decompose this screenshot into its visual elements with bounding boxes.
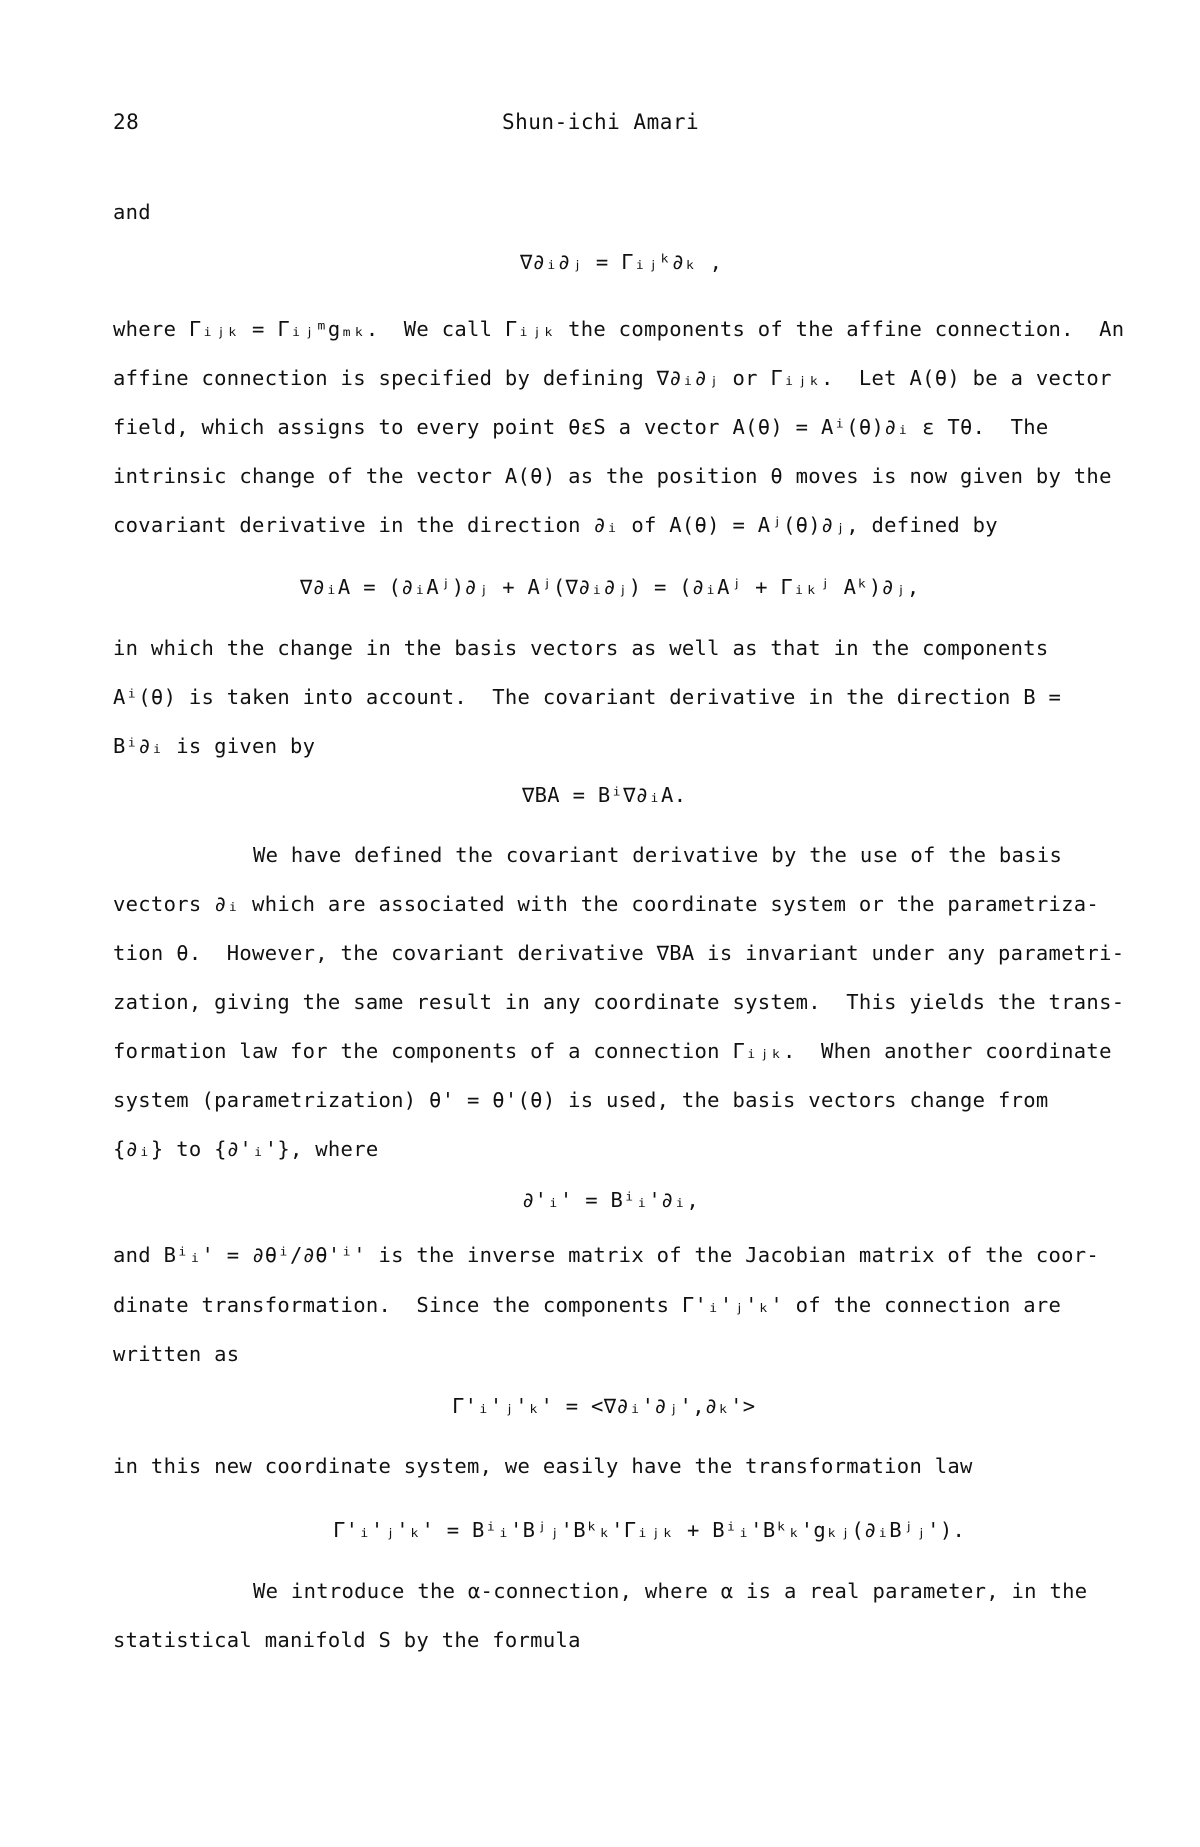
text-line: and Bⁱᵢ' = ∂θⁱ/∂θ'ⁱ' is the inverse matrix of the Jacobian matrix of the coor- — [113, 1243, 1100, 1267]
text-line: field, which assigns to every point θεS a vector A(θ) = Aⁱ(θ)∂ᵢ ε Tθ. The — [113, 415, 1049, 439]
equation-transformation-law: Γ'ᵢ'ⱼ'ₖ' = Bⁱᵢ'Bʲⱼ'Bᵏₖ'Γᵢⱼₖ + Bⁱᵢ'Bᵏₖ'gₖⱼ(∂ᵢBʲⱼ'). — [333, 1518, 966, 1542]
text-line: We have defined the covariant derivative by the use of the basis — [253, 843, 1063, 867]
text-line: statistical manifold S by the formula — [113, 1628, 581, 1652]
text-line: affine connection is specified by defining ∇∂ᵢ∂ⱼ or Γᵢⱼₖ. Let A(θ) be a vector — [113, 366, 1112, 390]
page-number: 28 — [113, 110, 140, 134]
equation-nabla-basis: ∇∂ᵢ∂ⱼ = Γᵢⱼᵏ∂ₖ , — [520, 250, 723, 274]
equation-gamma-prime: Γ'ᵢ'ⱼ'ₖ' = <∇∂ᵢ'∂ⱼ',∂ₖ'> — [452, 1394, 756, 1418]
equation-basis-change: ∂'ᵢ' = Bⁱᵢ'∂ᵢ, — [522, 1188, 699, 1212]
text-line: We introduce the α-connection, where α is a real parameter, in the — [253, 1579, 1088, 1603]
equation-covariant-derivative: ∇∂ᵢA = (∂ᵢAʲ)∂ⱼ + Aʲ(∇∂ᵢ∂ⱼ) = (∂ᵢAʲ + Γᵢₖʲ Aᵏ)∂ⱼ, — [300, 575, 920, 599]
text-line: intrinsic change of the vector A(θ) as the position θ moves is now given by the — [113, 464, 1112, 488]
text-line: zation, giving the same result in any coordinate system. This yields the trans- — [113, 990, 1125, 1014]
text-line: in which the change in the basis vectors as well as that in the components — [113, 636, 1049, 660]
running-title: Shun-ichi Amari — [502, 110, 700, 134]
text-line: written as — [113, 1342, 240, 1366]
text-line: vectors ∂ᵢ which are associated with the coordinate system or the parametriza- — [113, 892, 1100, 916]
text-line: covariant derivative in the direction ∂ᵢ of A(θ) = Aʲ(θ)∂ⱼ, defined by — [113, 513, 998, 537]
text-line: dinate transformation. Since the components Γ'ᵢ'ⱼ'ₖ' of the connection are — [113, 1293, 1062, 1317]
text-line: system (parametrization) θ' = θ'(θ) is used, the basis vectors change from — [113, 1088, 1049, 1112]
text-line: in this new coordinate system, we easily have the transformation law — [113, 1454, 973, 1478]
text-line: tion θ. However, the covariant derivative ∇BA is invariant under any parametri- — [113, 941, 1125, 965]
text-line: {∂ᵢ} to {∂'ᵢ'}, where — [113, 1137, 379, 1161]
text-line: Aⁱ(θ) is taken into account. The covariant derivative in the direction B = — [113, 685, 1062, 709]
text-line: where Γᵢⱼₖ = Γᵢⱼᵐgₘₖ. We call Γᵢⱼₖ the components of the affine connection. An — [113, 317, 1125, 341]
text-line: formation law for the components of a connection Γᵢⱼₖ. When another coordinate — [113, 1039, 1112, 1063]
text-line: and — [113, 200, 151, 224]
equation-nabla-B: ∇BA = Bⁱ∇∂ᵢA. — [522, 783, 687, 807]
text-line: Bⁱ∂ᵢ is given by — [113, 734, 316, 758]
